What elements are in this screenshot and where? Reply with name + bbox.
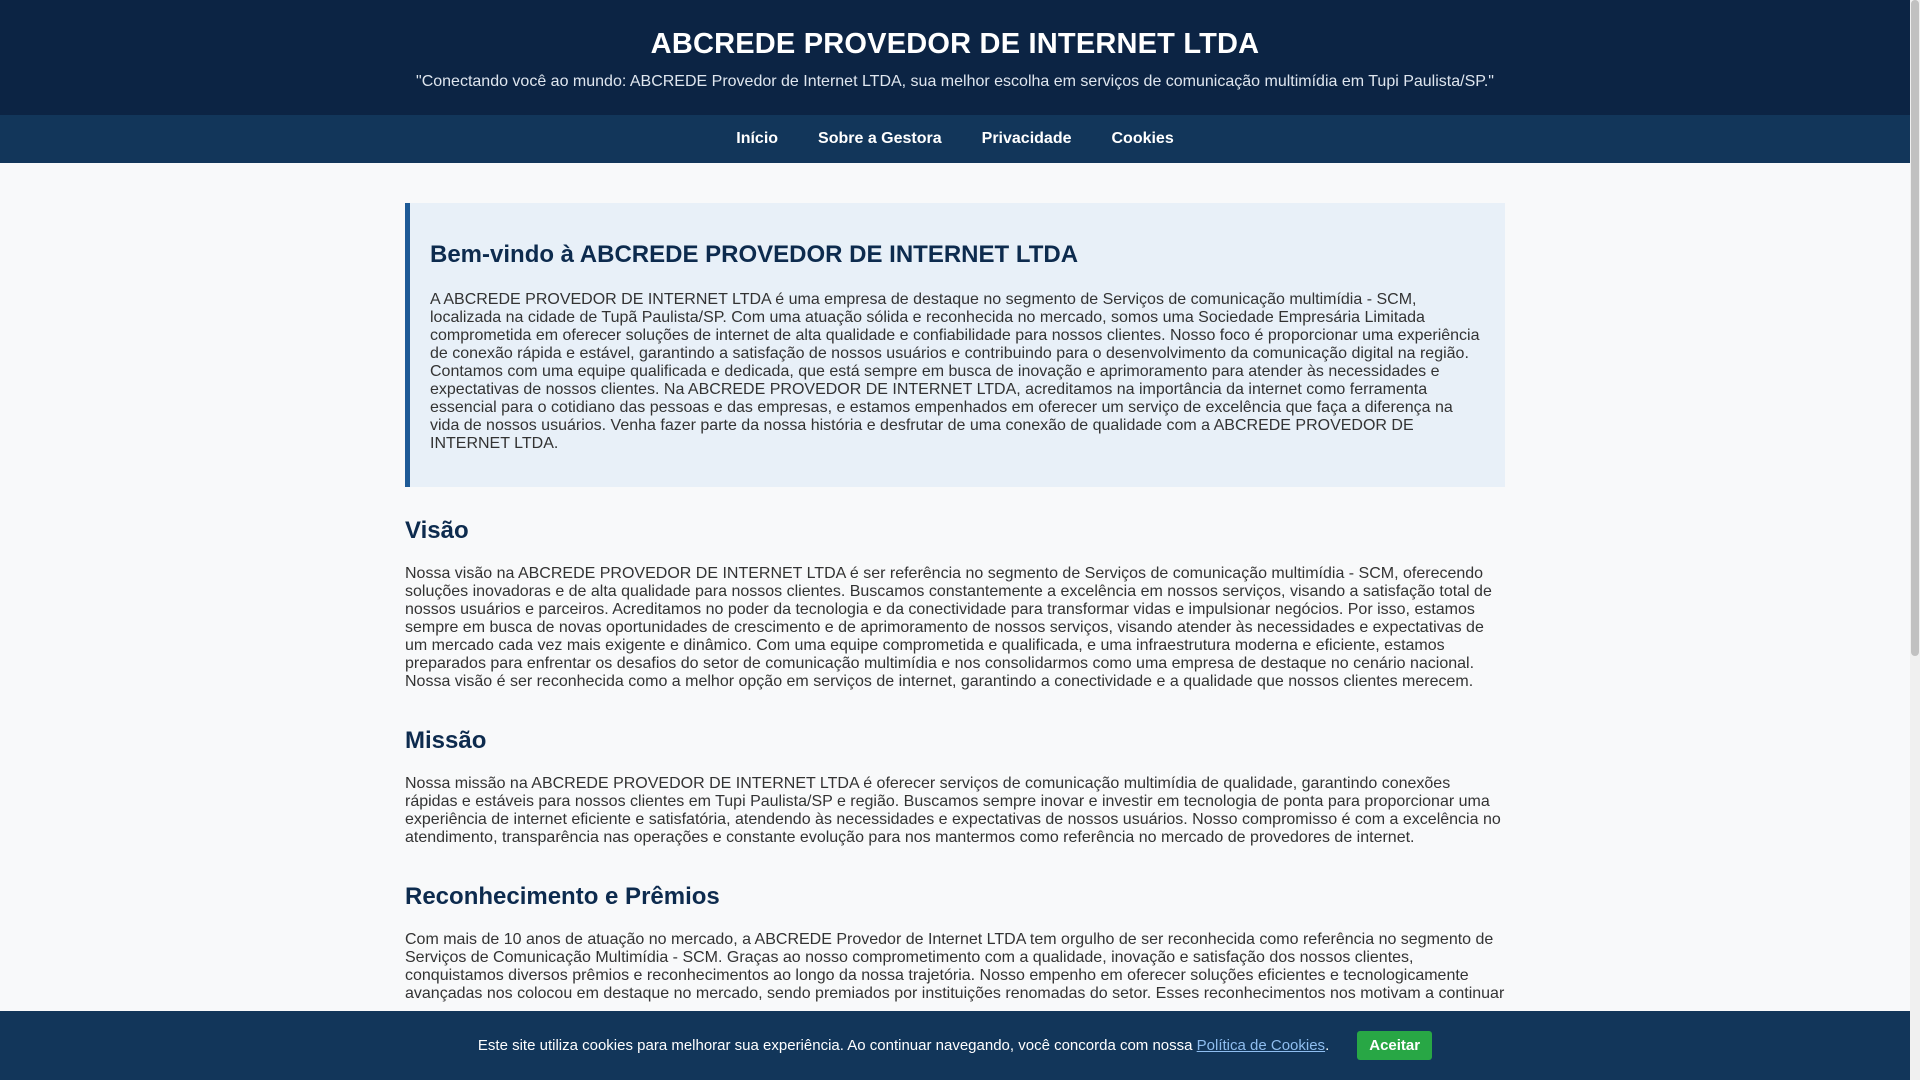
nav-privacidade[interactable]: Privacidade [981,130,1072,147]
section-heading: Missão [405,727,487,754]
welcome-heading: Bem-vindo à ABCREDE PROVEDOR DE INTERNET LTDA [430,241,1079,268]
cookie-policy-link[interactable]: Política de Cookies [1196,1037,1326,1054]
nav-sobre-a-gestora[interactable]: Sobre a Gestora [818,130,942,147]
section-text: Com mais de 10 anos de atuação no mercado, a ABCREDE Provedor de Internet LTDA tem orgulho de ser reconhecida como referência no segmento de Serviços de Comunicação Multimídia - SCM. Graças ao nosso comprometimento com a qualidade, inovação e satisfação dos nossos clientes, conquistamos diversos prêmios e reconhecimentos ao longo da nossa trajetória. Nosso empenho em oferecer soluções eficientes e tecnologicamente avançadas nos colocou em destaque no mercado, sendo premiados por instituições renomadas do setor. Esses reconhecimentos nos motivam a continuar [405,931,1505,1002]
accept-cookies-button[interactable]: Aceitar [1357,1031,1432,1060]
cookie-message [478,1037,1329,1054]
cookie-text-end: . [1325,1037,1330,1054]
section-text: Nossa missão na ABCREDE PROVEDOR DE INTERNET LTDA é oferecer serviços de comunicação multimídia de qualidade, garantindo conexões rápidas e estáveis para nossos clientes em Tupi Paulista/SP e região. Buscamos sempre inovar e investir em tecnologia de ponta para proporcionar uma experiência de internet eficiente e satisfatória, atendendo às necessidades e expectativas de nossos usuários. Nosso compromisso é com a excelência no atendimento, transparência nas operações e constante evolução para nos mantermos como referência no mercado de provedores de internet. [405,775,1501,846]
welcome-text: A ABCREDE PROVEDOR DE INTERNET LTDA é uma empresa de destaque no segmento de Serviços de comunicação multimídia - SCM, localizada na cidade de Tupã Paulista/SP. Com uma atuação sólida e reconhecida no mercado, somos uma Sociedade Empresária Limitada comprometida em oferecer soluções de internet de alta qualidade e confiabilidade para nossos clientes. Nosso foco é proporcionar uma experiência de conexão rápida e estável, garantindo a satisfação de nossos usuários e contribuindo para o desenvolvimento da comunicação digital na região. Contamos com uma equipe qualificada e dedicada, que está sempre em busca de inovação e aprimoramento para atender às necessidades e expectativas de nossos clientes. Na ABCREDE PROVEDOR DE INTERNET LTDA, acreditamos na importância da internet como ferramenta essencial para o cotidiano das pessoas e das empresas, e estamos empenhados em oferecer um serviço de excelência que faça a diferença na vida de nossos usuários. Venha fazer parte da nossa história e desfrutar de uma conexão de qualidade com a ABCREDE PROVEDOR DE INTERNET LTDA. [430,291,1480,452]
site-title: ABCREDE PROVEDOR DE INTERNET LTDA [650,28,1260,60]
section-missao [405,727,1505,847]
cookie-banner [0,1011,1910,1080]
section-text: Nossa visão na ABCREDE PROVEDOR DE INTERNET LTDA é ser referência no segmento de Serviços de comunicação multimídia - SCM, oferecendo soluções inovadoras e de alta qualidade para nossos clientes. Buscamos constantemente a excelência em nossos serviços, visando a satisfação total de nossos usuários e parceiros. Acreditamos no poder da tecnologia e da conectividade para transformar vidas e impulsionar negócios. Por isso, estamos sempre em busca de novas oportunidades de crescimento e de aprimoramento de nossos serviços, visando atender às necessidades e expectativas de um mercado cada vez mais exigente e dinâmico. Com uma equipe comprometida e qualificada, e uma infraestrutura moderna e eficiente, estamos preparados para enfrentar os desafios do setor de comunicação multimídia e nos consolidarmos como uma empresa de destaque no cenário nacional. Nossa visão é ser reconhecida como a melhor opção em serviços de internet, garantindo a conectividade e a qualidade que nossos clientes merecem. [405,565,1492,690]
section-heading: Reconhecimento e Prêmios [405,883,720,910]
site-tagline: "Conectando você ao mundo: ABCREDE Provedor de Internet LTDA, sua melhor escolha em serviços de comunicação multimídia em Tupi Paulista/SP." [416,73,1494,90]
nav-inicio[interactable]: Início [736,130,779,147]
page-scrollbar[interactable] [1910,0,1920,1080]
site-header [0,0,1910,115]
scrollbar-thumb[interactable] [1911,0,1919,656]
main-nav [0,115,1910,163]
main-content [405,163,1505,1003]
nav-cookies[interactable]: Cookies [1111,130,1174,147]
section-heading: Visão [405,517,469,544]
section-reconhecimento [405,883,1505,1003]
cookie-text: Este site utiliza cookies para melhorar sua experiência. Ao continuar navegando, você concorda com nossa [477,1037,1197,1054]
section-visao [405,517,1505,691]
welcome-box [405,203,1505,487]
